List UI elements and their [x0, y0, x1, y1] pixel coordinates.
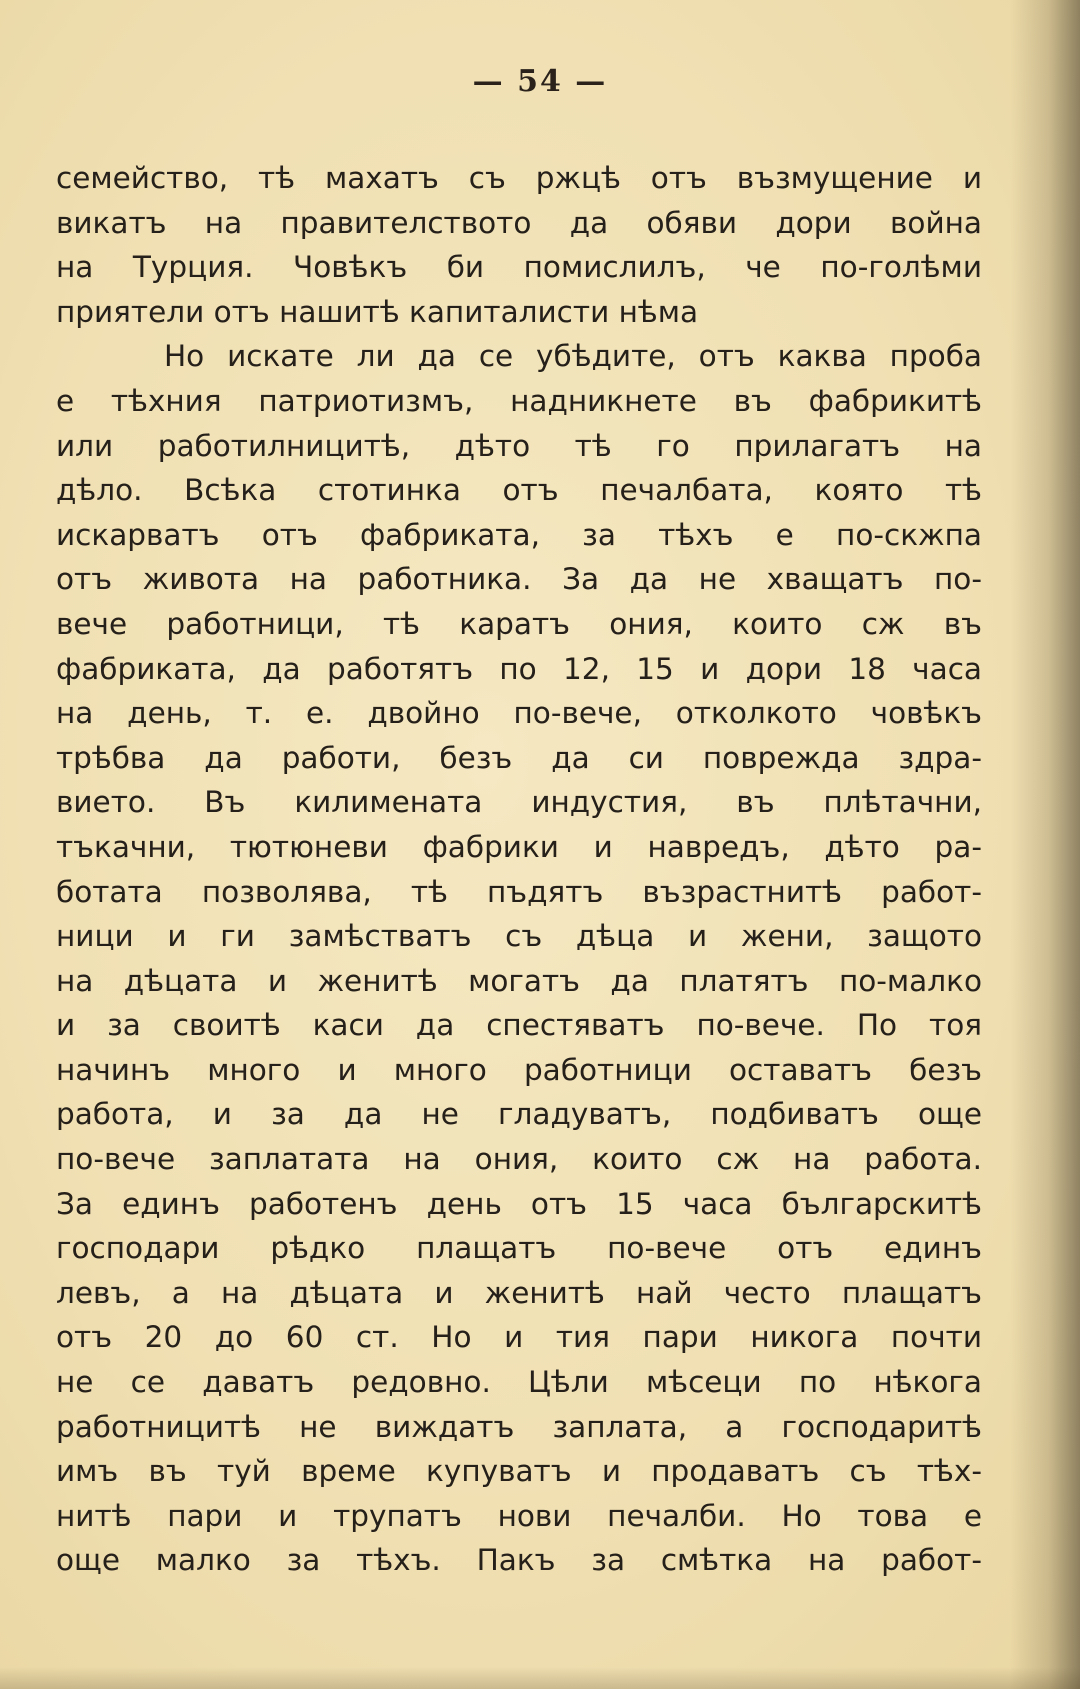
text-line: имъ въ туй време купуватъ и продаватъ съ тѣх-: [56, 1454, 982, 1489]
text-line: ботата позволява, тѣ пъдятъ възрастнитѣ работ-: [56, 874, 982, 909]
text-line: на день, т. е. двойно по-вече, отколкото човѣкъ: [56, 696, 982, 731]
text-line: викатъ на правителството да обяви дори война: [56, 205, 982, 240]
text-line: левъ, а на дѣцата и женитѣ най често плащатъ: [56, 1275, 982, 1310]
text-line: дѣло. Всѣка стотинка отъ печалбата, която тѣ: [56, 473, 982, 508]
text-line: семейство, тѣ махатъ съ ржцѣ отъ възмущение и: [56, 161, 982, 195]
text-line: За единъ работенъ день отъ 15 часа българскитѣ: [56, 1186, 982, 1221]
text-line: на дѣцата и женитѣ могатъ да платятъ по-малко: [56, 963, 982, 998]
text-line: на Турция. Човѣкъ би помислилъ, че по-голѣми: [56, 250, 982, 285]
text-line: господари рѣдко плащатъ по-вече отъ единъ: [56, 1231, 982, 1266]
text-line: вече работници, тѣ каратъ ония, които сж въ: [56, 606, 982, 641]
page-bottom-edge: [0, 1667, 1080, 1689]
text-line: и за своитѣ каси да спестяватъ по-вече. По тоя: [56, 1008, 982, 1043]
text-line: не се даватъ редовно. Цѣли мѣсеци по нѣкога: [56, 1365, 982, 1400]
page-gutter-shadow: [1010, 0, 1080, 1689]
text-line: или работилницитѣ, дѣто тѣ го прилагатъ на: [56, 428, 982, 463]
text-line: фабриката, да работятъ по 12, 15 и дори 18 часа: [56, 651, 982, 686]
text-line: тъкачни, тютюневи фабрики и навредъ, дѣто ра-: [56, 829, 982, 864]
text-line: начинъ много и много работници оставатъ безъ: [56, 1052, 982, 1087]
text-line: по-вече заплатата на ония, които сж на работа.: [56, 1142, 982, 1177]
text-line: нитѣ пари и трупатъ нови печалби. Но това е: [56, 1498, 982, 1533]
text-line: Но искате ли да се убѣдите, отъ каква проба: [164, 339, 982, 374]
text-line: ници и ги замѣстватъ съ дѣца и жени, защото: [56, 919, 982, 954]
text-line: искарватъ отъ фабриката, за тѣхъ е по-скжпа: [56, 517, 982, 552]
text-line: трѣбва да работи, безъ да си поврежда здра-: [56, 740, 982, 775]
text-line: приятели отъ нашитѣ капиталисти нѣма: [56, 294, 699, 329]
page-number: — 54 —: [472, 64, 608, 99]
text-line: отъ 20 до 60 ст. Но и тия пари никога почти: [56, 1320, 982, 1355]
text-line: вието. Въ килимената индустия, въ плѣтачни,: [56, 785, 982, 820]
text-line: работа, и за да не гладуватъ, подбиватъ още: [56, 1097, 982, 1132]
text-line: работницитѣ не виждатъ заплата, а господаритѣ: [56, 1409, 982, 1444]
text-line: е тѣхния патриотизмъ, надникнете въ фабрикитѣ: [56, 383, 982, 418]
text-line: още малко за тѣхъ. Пакъ за смѣтка на работ-: [56, 1543, 982, 1578]
text-line: отъ живота на работника. За да не хващатъ по-: [56, 562, 982, 597]
body-text: [56, 156, 982, 1583]
